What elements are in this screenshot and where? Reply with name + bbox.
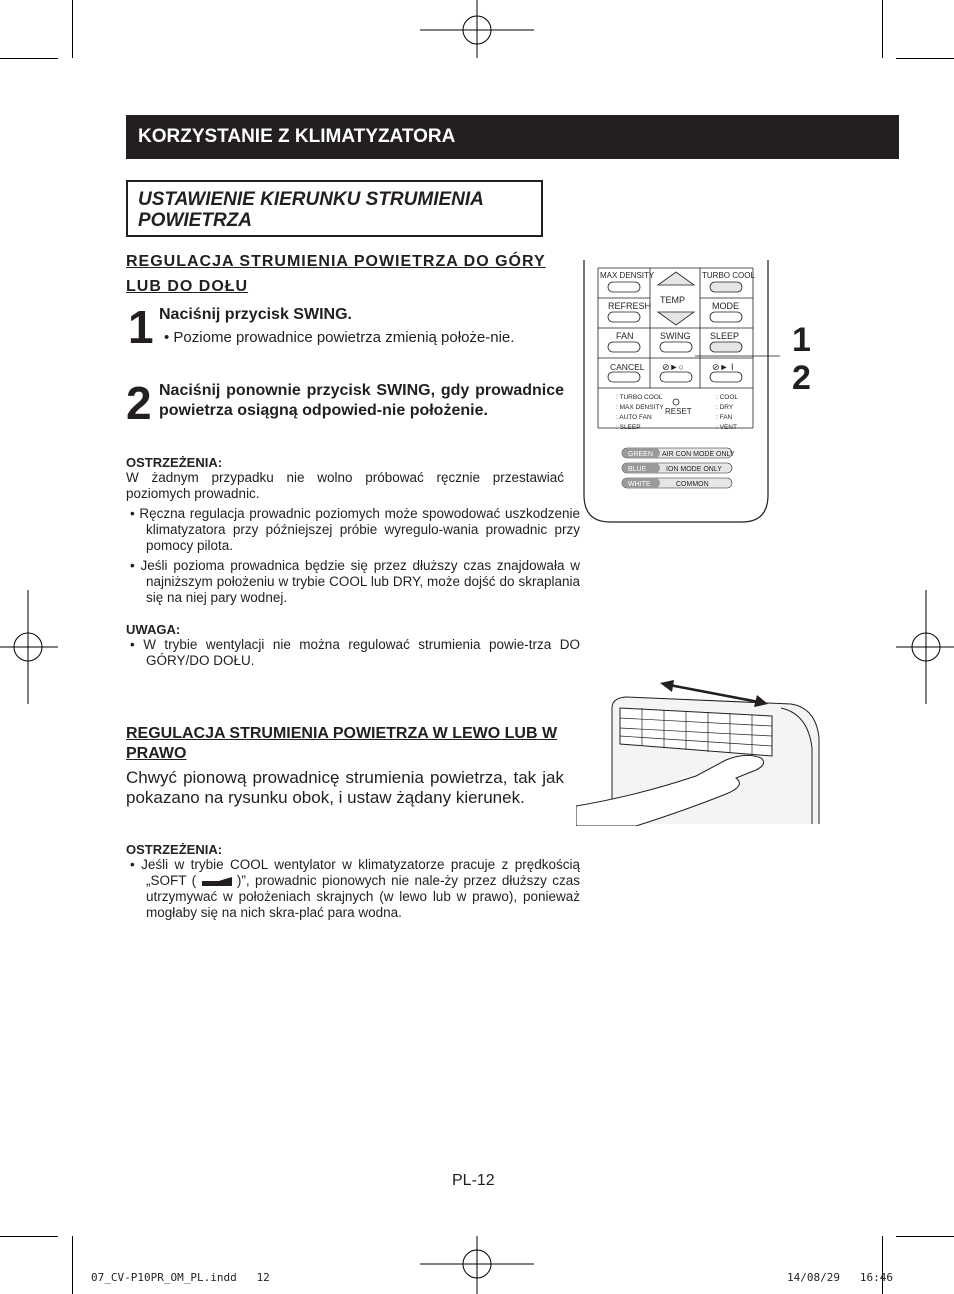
legend-left-item: : MAX DENSITY [616, 404, 664, 411]
indicator-color-label: GREEN [628, 451, 653, 458]
crop-mark [896, 1236, 954, 1237]
cancel-button-label: CANCEL [610, 362, 645, 372]
callout-number: 1 [792, 321, 811, 359]
indicator-text: COMMON [676, 481, 709, 488]
crop-mark [72, 0, 73, 58]
crop-mark [882, 1236, 883, 1294]
step2-title: Naciśnij ponownie przycisk SWING, gdy prowadnice powietrza osiągną odpowied-nie położenie. [159, 382, 564, 419]
callout-number: 2 [792, 359, 811, 397]
max-density-button-label: MAX DENSITY [600, 271, 655, 280]
leftright-heading: REGULACJA STRUMIENIA POWIETRZA W LEWO LUB W PRAWO [126, 725, 558, 762]
fan-button-label: FAN [616, 331, 634, 341]
registration-mark-icon [896, 590, 954, 704]
mode-button-label: MODE [712, 301, 739, 311]
crop-mark [72, 1236, 73, 1294]
note-label: UWAGA: [126, 622, 181, 637]
warning-item-text: Jeśli w trybie COOL wentylator w klimatyzatorze pracuje z prędkością „SOFT ( [141, 857, 580, 888]
turbo-cool-button-label: TURBO COOL [702, 271, 755, 280]
remote-control-illustration [580, 260, 780, 530]
temp-button-label: TEMP [660, 295, 686, 305]
registration-mark-icon [420, 0, 534, 60]
sleep-button-label: SLEEP [710, 331, 740, 341]
warnings-label: OSTRZEŻENIA: [126, 842, 223, 857]
step-number: 2 [126, 377, 152, 429]
warning-item-text-2: )”, prowadnic pionowych nie nale-ży przez dłuższy czas utrzymywać w położeniach skrajnych (w lewo lub w prawo), ponieważ mogłaby się na nich skra-plać para wodna. [146, 873, 580, 920]
registration-mark-icon [420, 1234, 534, 1294]
timer-on-icon: ⊘► I [712, 362, 734, 372]
footer-timestamp: 14/08/29 16:46 [787, 1271, 893, 1284]
legend-left-item: : TURBO COOL [616, 394, 663, 401]
warning-item-text: Ręczna regulacja prowadnic poziomych może spowodować uszkodzenie klimatyzatora przy późniejszej próbie wyregulo-wania prowadnic przy pomocy pilota. [139, 506, 580, 553]
step1-bullet-text: Poziome prowadnice powietrza zmienią położe-nie. [173, 329, 515, 346]
refresh-button-label: REFRESH [608, 301, 652, 311]
fan-speed-soft-icon [202, 877, 232, 886]
legend-left-item: : AUTO FAN [616, 414, 652, 421]
warning-item: • Jeśli pozioma prowadnica będzie się przez dłuższy czas znajdowała w najniższym położeniu w trybie COOL lub DRY, może dojść do skraplania się na niej pary wodnej. [130, 558, 581, 605]
swing-button-label: SWING [660, 331, 691, 341]
indicator-color-label: BLUE [628, 466, 647, 473]
crop-mark [882, 0, 883, 58]
step1-bullet: • Poziome prowadnice powietrza zmienią położe-nie. [164, 329, 515, 346]
warnings-intro: W żadnym przypadku nie wolno próbować ręcznie przestawiać poziomych prowadnic. [126, 470, 564, 501]
page-header-title: KORZYSTANIE Z KLIMATYZATORA [138, 126, 456, 147]
crop-mark [0, 1236, 58, 1237]
note-item-text: W trybie wentylacji nie można regulować strumienia powie-trza DO GÓRY/DO DOŁU. [143, 637, 580, 668]
indicator-text: ION MODE ONLY [666, 466, 722, 473]
timer-off-icon: ⊘►○ [662, 362, 684, 372]
page-number: PL-12 [452, 1172, 495, 1189]
indicator-text: AIR CON MODE ONLY [662, 451, 735, 458]
crop-mark [896, 58, 954, 59]
step-number: 1 [128, 301, 154, 353]
section-title: USTAWIENIE KIERUNKU STRUMIENIA POWIETRZA [138, 189, 484, 231]
warning-item: • Ręczna regulacja prowadnic poziomych może spowodować uszkodzenie klimatyzatora przy późniejszej próbie wyregulo-wania prowadnic przy pomocy pilota. [130, 506, 580, 553]
note-item: • W trybie wentylacji nie można regulować strumienia powie-trza DO GÓRY/DO DOŁU. [130, 637, 580, 668]
legend-right-item: : COOL [716, 394, 739, 401]
registration-mark-icon [0, 590, 60, 704]
crop-mark [0, 58, 58, 59]
updown-heading: REGULACJA STRUMIENIA POWIETRZA DO GÓRY LUB DO DOŁU [126, 253, 546, 295]
reset-button-label: RESET [665, 407, 692, 416]
legend-right-item: : DRY [716, 404, 734, 411]
legend-left-item: : SLEEP [616, 424, 641, 431]
leftright-body: Chwyć pionową prowadnicę strumienia powietrza, tak jak pokazano na rysunku obok, i ustaw żądany kierunek. [126, 768, 564, 807]
warnings-label: OSTRZEŻENIA: [126, 455, 223, 470]
legend-right-item: : VENT [716, 424, 737, 431]
warning-item-text: Jeśli pozioma prowadnica będzie się przez dłuższy czas znajdowała w najniższym położeniu w trybie COOL lub DRY, może dojść do skraplania się na niej pary wodnej. [140, 558, 581, 605]
legend-right-item: : FAN [716, 414, 733, 421]
indicator-color-label: WHITE [628, 481, 651, 488]
warning-item: • Jeśli w trybie COOL wentylator w klimatyzatorze pracuje z prędkością „SOFT ( )”, prowadnic pionowych nie nale-ży przez dłuższy czas utrzymywać w położeniach skrajnych (w lewo lub w prawo), ponieważ mogłaby się na nich skra-plać para wodna. [130, 857, 580, 920]
step1-title: Naciśnij przycisk SWING. [159, 306, 352, 323]
air-conditioner-illustration [576, 678, 822, 826]
footer-file-info: 07_CV-P10PR_OM_PL.indd 12 [91, 1271, 270, 1284]
